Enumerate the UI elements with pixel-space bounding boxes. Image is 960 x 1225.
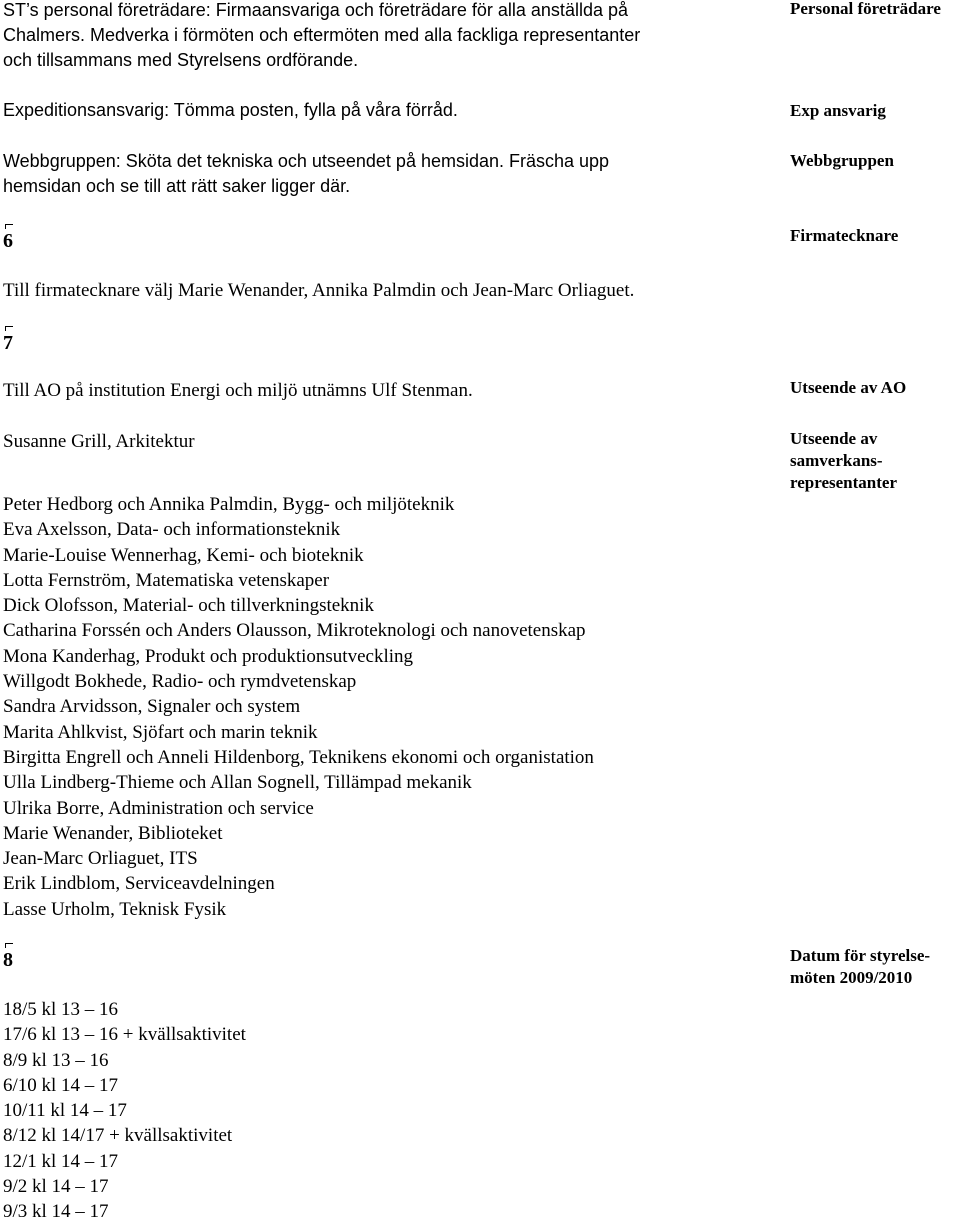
meeting-date-line: 10/11 kl 14 – 17 <box>3 1100 127 1122</box>
text-line: Utseende av <box>790 429 878 448</box>
section-number-6: 6 <box>3 230 13 252</box>
section-number-7: 7 <box>3 332 13 354</box>
meeting-date-line: 17/6 kl 13 – 16 + kvällsaktivitet <box>3 1024 246 1046</box>
representative-line: Catharina Forssén och Anders Olausson, Mikroteknologi och nanovetenskap <box>3 620 586 642</box>
text-line: Till firmatecknare välj Marie Wenander, Annika Palmdin och Jean-Marc Orliaguet. <box>3 280 635 301</box>
representative-line: Ulla Lindberg-Thieme och Allan Sognell, Tillämpad mekanik <box>3 772 472 794</box>
representative-line: Marita Ahlkvist, Sjöfart och marin teknik <box>3 721 318 743</box>
representative-line: Willgodt Bokhede, Radio- och rymdvetenskap <box>3 671 357 693</box>
representative-line: Sandra Arvidsson, Signaler och system <box>3 696 301 718</box>
text-line: hemsidan och se till att rätt saker ligger där. <box>3 176 351 196</box>
paragraph-st-representative <box>3 0 640 73</box>
text-line: Webbgruppen: Sköta det tekniska och utseendet på hemsidan. Fräscha upp <box>3 151 610 171</box>
representative-line: Lotta Fernström, Matematiska vetenskaper <box>3 569 330 591</box>
meeting-date-line: 6/10 kl 14 – 17 <box>3 1074 119 1096</box>
text-line: Expeditionsansvarig: Tömma posten, fylla på våra förråd. <box>3 100 458 120</box>
representative-line: Birgitta Engrell och Anneli Hildenborg, Teknikens ekonomi och organistation <box>3 746 594 768</box>
representative-line: Mona Kanderhag, Produkt och produktionsutveckling <box>3 645 414 667</box>
margin-note-ao: Utseende av AO <box>790 378 907 397</box>
margin-note-exp-ansvarig: Exp ansvarig <box>790 101 886 120</box>
text-line: representanter <box>790 473 898 492</box>
paragraph-expedition <box>3 98 458 123</box>
text-line: samverkans- <box>790 451 883 470</box>
meeting-date-line: 8/12 kl 14/17 + kvällsaktivitet <box>3 1125 233 1147</box>
text-line: Susanne Grill, Arkitektur <box>3 431 195 452</box>
representative-line: Erik Lindblom, Serviceavdelningen <box>3 873 275 895</box>
representative-line: Lasse Urholm, Teknisk Fysik <box>3 898 227 920</box>
margin-note-samverkans <box>790 428 960 494</box>
text-line: möten 2009/2010 <box>790 968 913 987</box>
representative-line: Marie Wenander, Biblioteket <box>3 822 223 844</box>
paragraph-susanne-grill <box>3 429 195 454</box>
meeting-dates-list <box>3 997 246 1225</box>
margin-note-datum <box>790 945 960 989</box>
meeting-date-line: 8/9 kl 13 – 16 <box>3 1049 109 1071</box>
margin-note-webbgruppen: Webbgruppen <box>790 151 894 170</box>
text-line: och tillsammans med Styrelsens ordförande. <box>3 50 359 70</box>
section-number-8: 8 <box>3 949 13 971</box>
paragraph-webbgruppen <box>3 149 609 199</box>
meeting-date-line: 9/2 kl 14 – 17 <box>3 1176 109 1198</box>
paragraph-firmatecknare <box>3 278 634 303</box>
representative-line: Peter Hedborg och Annika Palmdin, Bygg- och miljöteknik <box>3 494 455 515</box>
representative-line: Jean-Marc Orliaguet, ITS <box>3 848 198 870</box>
text-line: ST’s personal företrädare: Firmaansvariga och företrädare för alla anställda på <box>3 0 628 20</box>
meeting-date-line: 18/5 kl 13 – 16 <box>3 999 119 1020</box>
representative-line: Ulrika Borre, Administration och service <box>3 797 314 819</box>
representative-line: Eva Axelsson, Data- och informationsteknik <box>3 519 341 541</box>
text-line: Chalmers. Medverka i förmöten och eftermöten med alla fackliga representanter <box>3 25 641 45</box>
representative-line: Dick Olofsson, Material- och tillverkningsteknik <box>3 595 374 617</box>
meeting-date-line: 9/3 kl 14 – 17 <box>3 1201 109 1223</box>
paragraph-ao <box>3 378 473 403</box>
representative-line: Marie-Louise Wennerhag, Kemi- och bioteknik <box>3 544 364 566</box>
margin-note-personal: Personal företrädare <box>790 0 941 18</box>
text-line: Datum för styrelse- <box>790 946 931 965</box>
text-line: Till AO på institution Energi och miljö utnämns Ulf Stenman. <box>3 380 473 401</box>
margin-note-firmatecknare: Firmatecknare <box>790 226 899 245</box>
meeting-date-line: 12/1 kl 14 – 17 <box>3 1150 119 1172</box>
representatives-list <box>3 492 594 922</box>
